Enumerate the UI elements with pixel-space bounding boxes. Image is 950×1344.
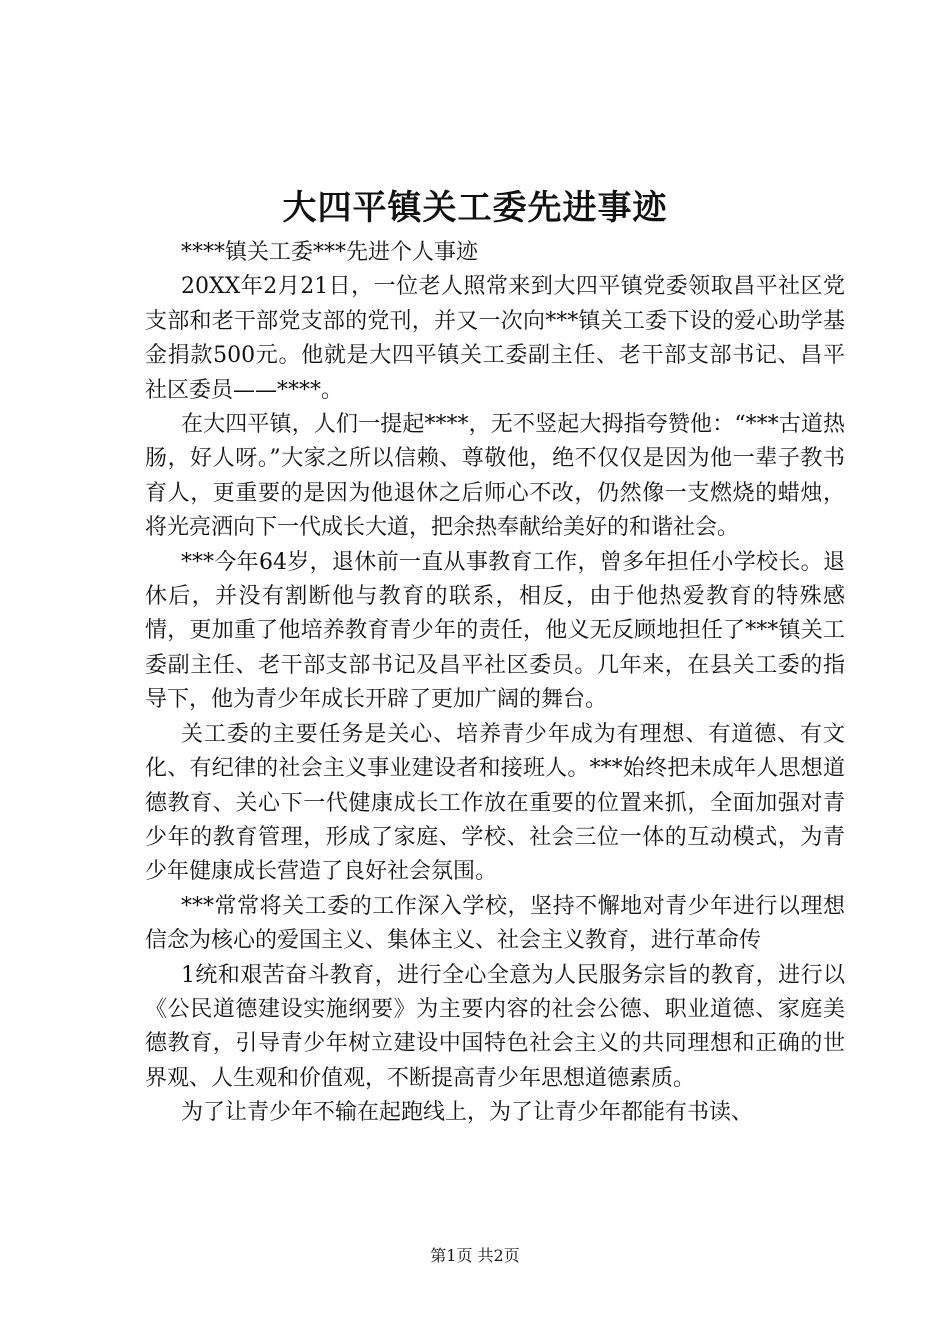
paragraph-5: ***常常将关工委的工作深入学校，坚持不懈地对青少年进行以理想信念为核心的爱国主义、集体主义、社会主义教育，进行革命传 <box>145 893 845 954</box>
document-title: 大四平镇关工委先进事迹 <box>282 188 668 228</box>
page-footer: 第1页 共2页 <box>430 1246 520 1265</box>
paragraph-1: 20XX年2月21日，一位老人照常来到大四平镇党委领取昌平社区党支部和老干部党支部的党刊，并又一次向***镇关工委下设的爱心助学基金捐款500元。他就是大四平镇关工委副主任、老干部支部书记、昌平社区委员——****。 <box>145 274 845 403</box>
paragraph-3: ***今年64岁，退休前一直从事教育工作，曾多年担任小学校长。退休后，并没有割断他与教育的联系，相反，由于他热爱教育的特殊感情，更加重了他培养教育青少年的责任，他义无反顾地担任了***镇关工委副主任、老干部支部书记及昌平社区委员。几年来，在县关工委的指导下，他为青少年成长开辟了更加广阔的舞台。 <box>145 549 845 713</box>
paragraph-6: 1统和艰苦奋斗教育，进行全心全意为人民服务宗旨的教育，进行以《公民道德建设实施纲要》为主要内容的社会公德、职业道德、家庭美德教育，引导青少年树立建设中国特色社会主义的共同理想和正确的世界观、人生观和价值观，不断提高青少年思想道德素质。 <box>145 962 845 1091</box>
paragraph-7: 为了让青少年不输在起跑线上，为了让青少年都能有书读、 <box>181 1100 754 1126</box>
document-body <box>145 236 845 1131</box>
paragraph-4: 关工委的主要任务是关心、培养青少年成为有理想、有道德、有文化、有纪律的社会主义事业建设者和接班人。***始终把未成年人思想道德教育、关心下一代健康成长工作放在重要的位置来抓，全面加强对青少年的教育管理，形成了家庭、学校、社会三位一体的互动模式，为青少年健康成长营造了良好社会氛围。 <box>145 721 845 885</box>
paragraph-2: 在大四平镇，人们一提起****，无不竖起大拇指夸赞他：“***古道热肠，好人呀。”大家之所以信赖、尊敬他，绝不仅仅是因为他一辈子教书育人，更重要的是因为他退休之后师心不改，仍然像一支燃烧的蜡烛，将光亮洒向下一代成长大道，把余热奉献给美好的和谐社会。 <box>145 412 845 541</box>
document-subtitle: ****镇关工委***先进个人事迹 <box>181 240 479 265</box>
